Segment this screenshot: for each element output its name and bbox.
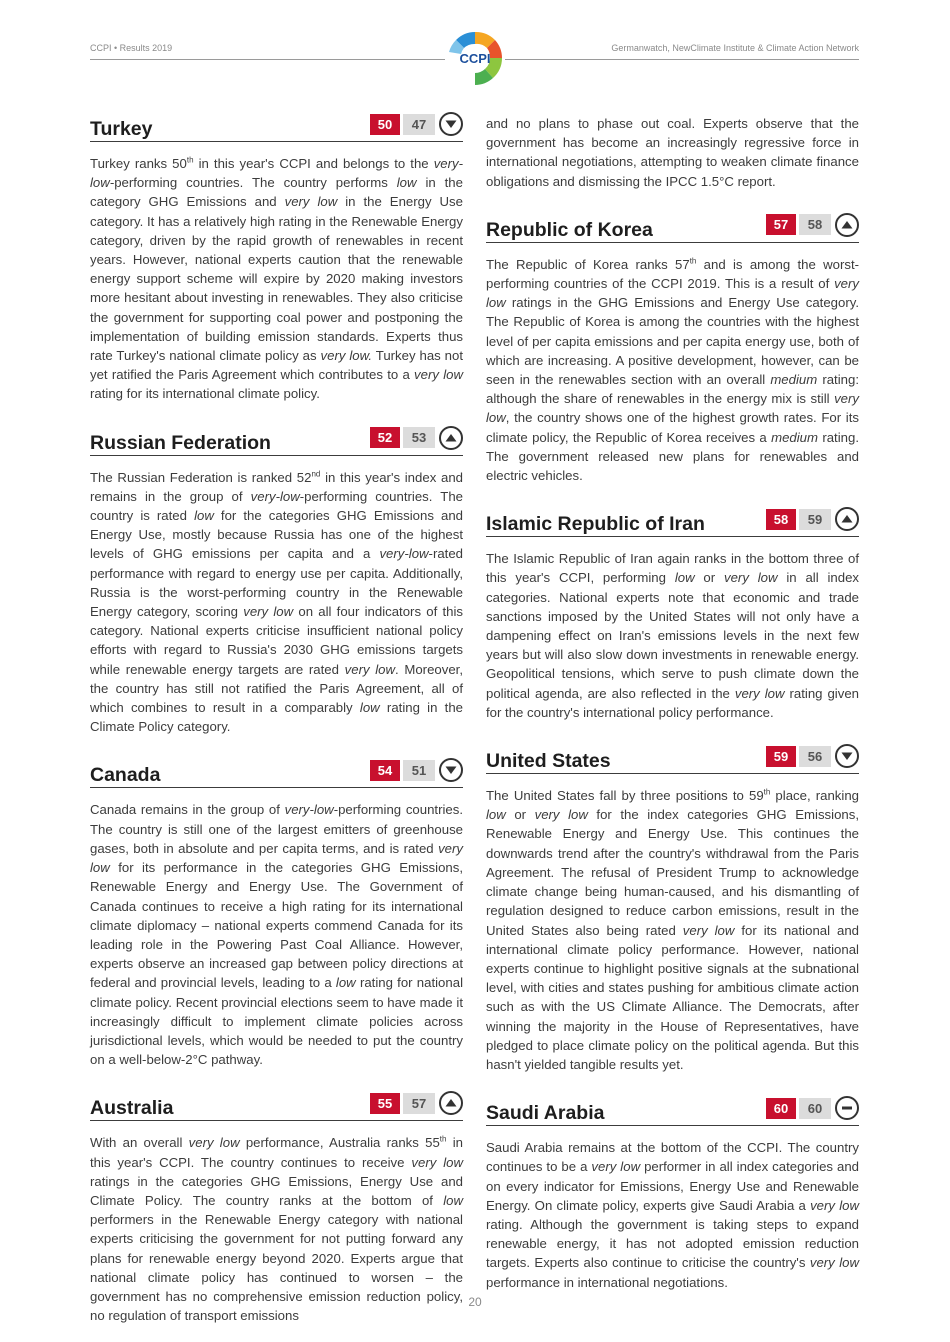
country-section xyxy=(90,1093,463,1325)
text-segment: performing countries. The country performs xyxy=(114,175,397,191)
country-section xyxy=(90,114,463,404)
country-title: Saudi Arabia xyxy=(486,1102,605,1125)
text-segment: low xyxy=(396,175,417,191)
country-description xyxy=(486,255,859,485)
text-segment: medium xyxy=(771,429,818,445)
text-segment: rating. Although the government is taking steps to expand renewable energy, it has not adopted emission reduction targets. Experts also continue to criticise the country's xyxy=(486,1216,859,1271)
country-section xyxy=(90,428,463,737)
text-segment: Turkey has not yet ratified the Paris Agreement which contributes to a xyxy=(90,348,463,383)
text-segment: in this year's CCPI and belongs to the xyxy=(193,156,434,171)
country-section xyxy=(486,746,859,1074)
rank-indicator xyxy=(370,112,463,136)
text-segment: rating for its international climate policy. xyxy=(90,386,320,402)
current-rank-badge: 55 xyxy=(370,1093,400,1114)
text-segment: very low xyxy=(90,840,463,876)
text-segment: very low xyxy=(810,1197,859,1213)
section-header xyxy=(90,760,463,788)
up-icon xyxy=(439,1091,463,1115)
text-segment: very low xyxy=(486,276,859,311)
text-segment: -rated performance with regard to energy use per capita. Additionally, Russia is the worst-performing country in the Renewable Energy category, scoring xyxy=(90,546,463,620)
text-segment: , the country shows one of the highest growth rates. For its climate policy, the Republic of Korea receives a xyxy=(486,410,859,445)
current-rank-badge: 50 xyxy=(370,114,400,135)
country-title: Republic of Korea xyxy=(486,218,653,241)
section-header xyxy=(486,509,859,537)
text-segment: th xyxy=(763,787,771,797)
text-segment: performance, Australia ranks 55 xyxy=(239,1135,440,1151)
text-segment: The United States fall by three positions to 59 xyxy=(486,788,764,804)
text-segment: low xyxy=(359,700,380,716)
text-segment: very low. xyxy=(320,348,373,364)
up-icon xyxy=(835,507,859,531)
section-header xyxy=(90,114,463,142)
previous-rank-badge: 56 xyxy=(799,746,831,767)
country-title: Australia xyxy=(90,1097,174,1120)
text-segment: rating for national climate policy. Recent provincial elections seem to have made it increasingly difficult to implement climate policies across jurisdictional levels, which would be needed to put the country on a well-below-2°C pathway. xyxy=(90,975,463,1068)
section-header xyxy=(90,428,463,456)
text-segment: very low xyxy=(243,604,294,620)
rank-indicator xyxy=(370,1091,463,1115)
country-title: United States xyxy=(486,750,611,773)
right-column xyxy=(486,114,859,1316)
section-header xyxy=(486,215,859,243)
text-segment: The Islamic Republic of Iran again ranks in the bottom three of this year's CCPI, performing xyxy=(486,551,859,586)
previous-rank-badge: 47 xyxy=(403,114,435,135)
down-icon xyxy=(439,112,463,136)
country-section xyxy=(486,215,859,485)
previous-rank-badge: 57 xyxy=(403,1093,435,1114)
country-title: Islamic Republic of Iran xyxy=(486,513,705,536)
left-column xyxy=(90,114,463,1342)
text-segment: very-low xyxy=(284,802,334,818)
country-section xyxy=(90,760,463,1069)
text-segment: -performing countries. The country is rated xyxy=(90,488,464,524)
text-segment: very low xyxy=(284,194,338,210)
current-rank-badge: 59 xyxy=(766,746,796,767)
text-segment: low xyxy=(674,570,695,586)
text-segment: in all index categories. National experts note that economic and trade sanctions imposed by the United States will not only have a dampening effect on Iran's emissions levels in the next few years but will also slow down investments in renewable energy. Geopolitical tensions, which serve to push climate down the political agenda, are also reflected in the xyxy=(486,570,859,701)
current-rank-badge: 54 xyxy=(370,760,400,781)
rank-indicator xyxy=(766,744,859,768)
text-segment: very low xyxy=(724,570,778,586)
current-rank-badge: 57 xyxy=(766,214,796,235)
previous-rank-badge: 60 xyxy=(799,1098,831,1119)
rank-indicator xyxy=(370,426,463,450)
text-segment: The Russian Federation is ranked 52 xyxy=(90,469,312,485)
text-segment: very low xyxy=(734,685,785,701)
text-segment: rating in the Climate Policy category. xyxy=(90,700,464,735)
text-segment: very low xyxy=(486,391,859,426)
up-icon xyxy=(835,213,859,237)
country-section xyxy=(486,509,859,722)
text-segment: very low xyxy=(344,661,396,677)
page-number: 20 xyxy=(468,1295,482,1309)
text-segment: performance in international negotiations. xyxy=(486,1274,728,1290)
header-source: CCPI • Results 2019 xyxy=(90,43,173,53)
text-segment: th xyxy=(689,256,697,266)
text-segment: for the index categories GHG Emissions, Renewable Energy and Energy Use. This continues the downwards trend after the country's withdrawal from the Paris Agreement. The refusal of President Trump to acknowledge climate change being human-caused, and his dismantling of regulation designed to reduce carbon emissions, result in the United States also being rated xyxy=(486,807,859,938)
rank-indicator xyxy=(766,1096,859,1120)
text-segment: th xyxy=(439,1134,447,1144)
text-segment: very low xyxy=(591,1159,641,1175)
country-title: Turkey xyxy=(90,118,153,140)
text-segment: very low xyxy=(188,1135,240,1151)
text-segment: in the category GHG Emissions and xyxy=(90,175,463,210)
text-segment: The Republic of Korea ranks 57 xyxy=(486,256,690,272)
text-segment: or xyxy=(694,570,724,586)
text-segment: very-low- xyxy=(90,156,463,191)
previous-rank-badge: 58 xyxy=(799,214,831,235)
text-segment: With an overall xyxy=(90,1135,189,1151)
text-segment: rating. The government released new plans for renewables and electric vehicles. xyxy=(486,429,859,484)
down-icon xyxy=(439,758,463,782)
text-segment: in this year's index and remains in the group of xyxy=(90,469,463,504)
section-header xyxy=(486,1098,859,1126)
text-segment: rating: although the share of renewables in the energy mix is still xyxy=(486,372,859,407)
current-rank-badge: 52 xyxy=(370,427,400,448)
text-segment: nd xyxy=(311,469,321,479)
up-icon xyxy=(439,426,463,450)
text-segment: for its performance in the categories GHG Emissions, Renewable Energy and Energy Use. The Government of Canada continues to receive a high rating for its international climate diplomacy – national experts commend Canada for its leading role in the Powering Past Coal Alliance. However, experts observe an increased gap between policy directions at federal and provincial levels, leading to a xyxy=(90,860,463,991)
previous-rank-badge: 53 xyxy=(403,427,435,448)
text-segment: -performing countries. The country is still one of the largest emitters of greenhouse gases, both in absolute and per capita terms, and is rated xyxy=(90,802,463,856)
rank-indicator xyxy=(766,213,859,237)
neutral-icon xyxy=(835,1096,859,1120)
country-description xyxy=(486,1138,859,1292)
text-segment: medium xyxy=(770,372,818,388)
rank-indicator xyxy=(370,758,463,782)
text-segment: or xyxy=(505,807,535,823)
text-segment: for the categories GHG Emissions and Energy Use, mostly because Russia has one of the highest levels of GHG emissions per capita and a xyxy=(90,508,463,562)
country-description xyxy=(90,154,463,404)
text-segment: and is among the worst-performing countries of the CCPI 2019. This is a result of xyxy=(486,256,860,292)
text-segment: on all four indicators of this category. National experts criticise insufficient national policy efforts with regard to Russia's 2030 GHG emissions targets while renewable energy targets are rated xyxy=(90,604,463,677)
text-segment: in the Energy Use category. It has a relatively high rating in the Renewable Energy category, driven by the rapid growth of renewables in recent years. However, national experts caution that the renewable energy support scheme will expire by 2020 making investors more hesitant about investing in renewables. They also criticise the government for supporting coal power and postponing the implementation of building emission standards. Experts thus rate Turkey's national climate policy as xyxy=(90,194,463,364)
text-segment: low xyxy=(194,508,214,524)
text-segment: ratings in the GHG Emissions and Energy Use category. The Republic of Korea is among the countries with the highest level of per capita emissions and per capita energy use, both of which are increasing. A positive development, however, can be seen in the renewables section with an overall xyxy=(486,295,859,388)
text-segment: low xyxy=(335,975,356,991)
text-segment: very-low xyxy=(250,488,300,504)
text-segment: low xyxy=(443,1192,463,1208)
text-segment: . Moreover, the country has still not ratified the Paris Agreement, all of which combines to result in a comparably xyxy=(90,661,463,716)
text-segment: Saudi Arabia remains at the bottom of the CCPI. The country continues to be a xyxy=(486,1140,859,1175)
text-segment: Canada remains in the group of xyxy=(90,802,285,818)
text-segment: very low xyxy=(414,367,463,383)
logo-text: CCPI xyxy=(459,51,491,66)
down-icon xyxy=(835,744,859,768)
text-segment: very-low xyxy=(379,546,429,562)
text-segment: for its national and international climate policy performance. However, national experts continue to highlight positive signals at the subnational level, with cities and states pushing for ambitious climate action such as with the US Climate Alliance. The Democrats, after winning the majority in the House of Representatives, have pledged to place climate policy on the political agenda. But this hasn't yielded tangible results yet. xyxy=(486,922,859,1072)
section-header xyxy=(486,746,859,774)
country-description xyxy=(486,786,859,1074)
text-segment: ratings in the categories GHG Emissions, Energy Use and Climate Policy. The country ranks at the bottom of xyxy=(90,1173,463,1208)
text-segment: very low xyxy=(411,1154,463,1170)
text-segment: place, ranking xyxy=(770,788,859,804)
header-divider-left xyxy=(90,59,445,60)
text-segment: very low xyxy=(809,1255,859,1271)
country-description xyxy=(90,468,463,737)
text-segment: rating given for the country's international policy performance. xyxy=(486,685,859,720)
text-segment: very low xyxy=(534,807,588,823)
continued-text: and no plans to phase out coal. Experts observe that the government has become an increasingly regressive force in international negotiations, attempting to weaken climate finance obligations and dismissing the IPCC 1.5°C report. xyxy=(486,116,859,189)
previous-rank-badge: 59 xyxy=(799,509,831,530)
header-publishers: Germanwatch, NewClimate Institute & Climate Action Network xyxy=(611,43,859,53)
text-segment: very low xyxy=(682,922,735,938)
section-header xyxy=(90,1093,463,1121)
current-rank-badge: 60 xyxy=(766,1098,796,1119)
country-section xyxy=(486,1098,859,1292)
text-segment: in this year's CCPI. The country continues to receive xyxy=(90,1135,463,1170)
current-rank-badge: 58 xyxy=(766,509,796,530)
text-segment: performer in all index categories and on every indicator for Emissions, Energy Use and Renewable Energy. On climate policy, experts give Saudi Arabia a xyxy=(486,1159,859,1213)
country-description xyxy=(486,549,859,722)
country-title: Russian Federation xyxy=(90,431,271,454)
text-segment: th xyxy=(186,155,194,165)
previous-rank-badge: 51 xyxy=(403,760,435,781)
text-segment: Turkey ranks 50 xyxy=(90,156,187,171)
country-description xyxy=(90,800,463,1069)
text-segment: low xyxy=(486,807,506,823)
header-divider-right xyxy=(505,59,859,60)
ccpi-logo xyxy=(443,28,507,86)
text-segment: performers in the Renewable Energy category with national experts criticising the government for not putting forward any plans for renewable energy beyond 2020. Experts argue that national climate policy has continued to worsen – the government has no comprehensive emission reduction policy, no regulation of transport emissions xyxy=(90,1212,463,1324)
rank-indicator xyxy=(766,507,859,531)
country-title: Canada xyxy=(90,764,161,787)
